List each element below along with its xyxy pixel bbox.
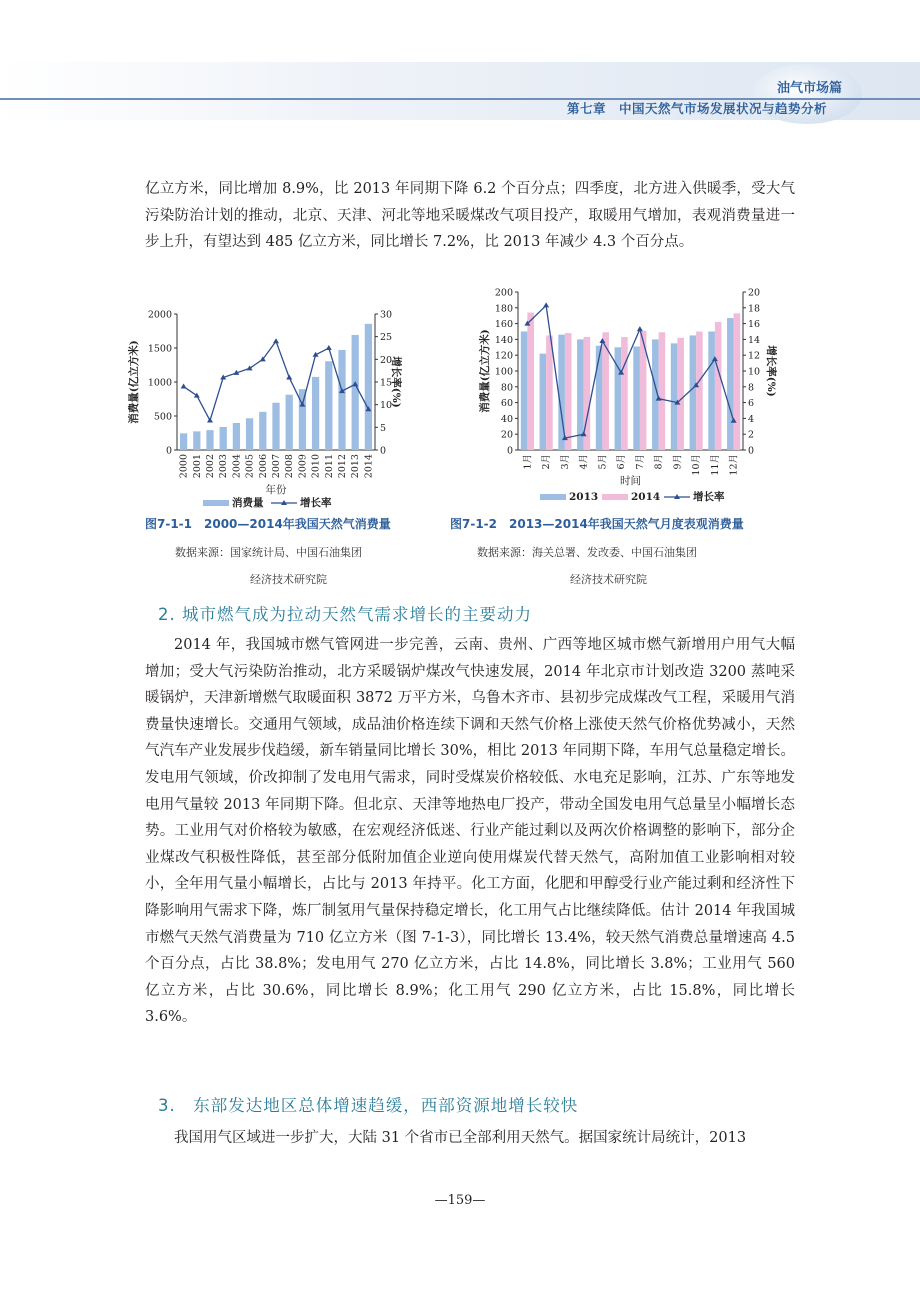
x-tick-label: 2012 <box>337 454 348 479</box>
bar-消费量 <box>180 433 187 450</box>
x-tick-label: 2000 <box>178 454 190 479</box>
page-number: —159— <box>434 1193 486 1208</box>
bar-消费量 <box>259 412 266 450</box>
bar-2014 <box>715 322 722 450</box>
y2-tick-label: 14 <box>748 334 761 346</box>
y-tick-label: 0 <box>506 445 513 457</box>
growth-rate-marker <box>326 345 332 350</box>
x-tick-label: 2008 <box>284 454 296 479</box>
y-tick-label: 60 <box>500 398 513 410</box>
x-tick-label: 2009 <box>297 454 309 479</box>
bar-2014 <box>734 313 741 450</box>
x-tick-label: 2003 <box>218 454 230 479</box>
bar-消费量 <box>312 377 319 450</box>
bar-2014 <box>677 338 684 450</box>
figure1-source: 数据来源：国家统计局、中国石油集团 <box>175 546 362 559</box>
y-tick-label: 1000 <box>147 377 172 389</box>
x-tick-label: 5月 <box>597 454 609 470</box>
growth-rate-marker <box>543 302 549 307</box>
section2-body: 2014 年，我国城市燃气管网进一步完善，云南、贵州、广西等地区城市燃气新增用户用气大幅增加；受大气污染防治推动，北方采暖锅炉煤改气快速发展，2014 年北京市计划改造 3200 蒸吨采暖锅炉，天津新增燃气取暖面积 3872 万平方米，乌鲁木齐市、县初步完成煤改气工程，采暖用气消费量快速增长。交通用气领域，成品油价格连续下调和天然气价格上涨使天然气价格优势减小，天然气汽车产业发展步伐趋缓，新车销量同比增长 30%，相比 2013 年同期下降，车用气总量稳定增长。发电用气领域，价改抑制了发电用气需求，同时受煤炭价格较低、水电充足影响，江苏、广东等地发电用气量较 2013 年同期下降。但北京、天津等地热电厂投产，带动全国发电用气总量呈小幅增长态势。工业用气对价格较为敏感，在宏观经济低迷、行业产能过剩以及两次价格调整的影响下，部分企业煤改气积极性降低，甚至部分低附加值企业逆向使用煤炭代替天然气，高附加值工业影响相对较小，全年用气量小幅增长，占比与 2013 年持平。化工方面，化肥和甲醇受行业产能过剩和经济性下降影响用气需求下降，炼厂制氢用气量保持稳定增长，化工用气占比继续降低。估计 2014 年我国城市燃气天然气消费量为 710 亿立方米（图 7-1-3），同比增长 13.4%，较天然气消费总量增速高 4.5 个百分点，占比 38.8%；发电用气 270 亿立方米，占比 14.8%，同比增长 3.8%；工业用气 560 亿立方米，占比 30.6%，同比增长 8.9%；化工用气 290 亿立方米，占比 15.8%，同比增长 3.6%。 <box>145 637 795 1026</box>
bar-消费量 <box>246 418 253 450</box>
bar-消费量 <box>193 431 200 450</box>
x-tick-label: 2010 <box>310 454 322 479</box>
legend-label-2013: 2013 <box>569 491 599 503</box>
y2-tick-label: 8 <box>748 382 755 394</box>
bar-2013 <box>708 332 715 451</box>
figure1-source-cont: 经济技术研究院 <box>250 573 327 586</box>
bar-消费量 <box>338 350 345 450</box>
growth-rate-marker <box>247 365 253 370</box>
bar-2014 <box>565 333 572 450</box>
legend-swatch-消费量 <box>203 500 229 506</box>
x-tick-label: 2011 <box>323 454 335 479</box>
x-tick-label: 2014 <box>363 454 375 479</box>
y2-tick-label: 15 <box>380 377 393 389</box>
bar-2014 <box>621 337 628 450</box>
legend-swatch-2013 <box>540 494 566 500</box>
header-chapter-title: 第七章 中国天然气市场发展状况与趋势分析 <box>567 101 828 116</box>
section3-heading: 3. 东部发达地区总体增速趋缓，西部资源地增长较快 <box>158 1096 579 1115</box>
y-tick-label: 2000 <box>147 309 172 321</box>
x-tick-label: 7月 <box>634 454 646 470</box>
y2-tick-label: 10 <box>748 366 761 378</box>
y2-tick-label: 25 <box>380 332 393 344</box>
legend-label-增长率: 增长率 <box>300 497 332 509</box>
x-tick-label: 1月 <box>522 454 534 470</box>
intro-paragraph: 亿立方米，同比增加 8.9%，比 2013 年同期下降 6.2 个百分点；四季度，北方进入供暖季，受大气污染防治计划的推动，北京、天津、河北等地采暖煤改气项目投产，取暖用气增加，表观消费量进一步上升，有望达到 485 亿立方米，同比增长 7.2%，比 2013 年减少 4.3 个百分点。 <box>145 181 795 251</box>
section2-heading: 2. 城市燃气成为拉动天然气需求增长的主要动力 <box>158 605 532 624</box>
y-tick-label: 200 <box>494 287 513 299</box>
bar-2014 <box>546 335 553 450</box>
x-tick-label: 6月 <box>616 454 628 470</box>
y-tick-label: 80 <box>500 382 513 394</box>
x-axis-title: 时间 <box>620 475 641 487</box>
x-tick-label: 2002 <box>205 454 216 479</box>
bar-消费量 <box>220 427 227 450</box>
legend-swatch-2014 <box>602 494 628 500</box>
y-tick-label: 500 <box>153 411 172 423</box>
bar-消费量 <box>206 430 213 450</box>
y2-tick-label: 2 <box>748 429 755 441</box>
bar-2013 <box>540 354 547 450</box>
bar-2013 <box>521 332 528 451</box>
y2-tick-label: 10 <box>380 400 393 412</box>
y-tick-label: 20 <box>500 429 513 441</box>
y2-tick-label: 6 <box>748 398 755 410</box>
growth-rate-marker <box>181 384 187 389</box>
growth-rate-marker <box>273 338 279 343</box>
x-tick-label: 2006 <box>257 454 269 479</box>
bar-消费量 <box>352 335 359 450</box>
y-tick-label: 120 <box>494 350 513 362</box>
y-tick-label: 140 <box>494 334 513 346</box>
y2-tick-label: 5 <box>380 422 387 434</box>
growth-rate-marker <box>207 418 213 423</box>
legend-label-消费量: 消费量 <box>232 497 264 509</box>
x-tick-label: 8月 <box>653 454 665 470</box>
bar-2013 <box>727 318 734 450</box>
y-axis-title: 消费量(亿立方米) <box>479 329 491 413</box>
y-tick-label: 40 <box>500 413 513 425</box>
growth-rate-marker <box>637 326 643 331</box>
y2-tick-label: 12 <box>748 350 761 362</box>
y-tick-label: 1500 <box>147 343 172 355</box>
y2-tick-label: 0 <box>380 445 387 457</box>
header-section-title: 油气市场篇 <box>777 81 843 96</box>
y2-tick-label: 16 <box>748 319 761 331</box>
bar-2013 <box>633 347 640 450</box>
y2-tick-label: 18 <box>748 303 761 315</box>
bar-消费量 <box>272 403 279 450</box>
x-tick-label: 2月 <box>541 454 553 470</box>
y2-tick-label: 20 <box>748 287 761 299</box>
figure1-caption: 图7-1-1 2000—2014年我国天然气消费量 <box>145 517 391 531</box>
x-tick-label: 2007 <box>271 454 282 479</box>
bar-消费量 <box>233 423 240 450</box>
x-tick-label: 12月 <box>728 454 740 476</box>
y2-axis-title: 增长率(%) <box>390 356 402 408</box>
x-tick-label: 11月 <box>709 454 721 476</box>
bar-2014 <box>696 332 703 451</box>
x-tick-label: 4月 <box>578 454 590 470</box>
figure2-source-cont: 经济技术研究院 <box>570 573 647 586</box>
y2-tick-label: 20 <box>380 354 393 366</box>
chart-annual-consumption <box>125 300 400 510</box>
x-tick-label: 3月 <box>559 454 571 470</box>
bar-2014 <box>527 313 534 450</box>
y2-axis-title: 增长率(%) <box>765 345 777 397</box>
x-tick-label: 2004 <box>231 454 243 479</box>
bar-2014 <box>659 332 666 450</box>
bar-消费量 <box>325 361 332 450</box>
x-tick-label: 2013 <box>350 454 362 479</box>
bar-2013 <box>690 335 697 450</box>
y2-tick-label: 30 <box>380 309 393 321</box>
y-tick-label: 160 <box>494 319 513 331</box>
y-tick-label: 0 <box>165 445 172 457</box>
x-tick-label: 2005 <box>244 454 256 479</box>
growth-rate-marker <box>194 393 200 398</box>
x-tick-label: 10月 <box>691 454 703 476</box>
y-tick-label: 100 <box>494 366 513 378</box>
chart-monthly-consumption <box>478 280 778 510</box>
section3-body: 我国用气区域进一步扩大，大陆 31 个省市已全部利用天然气。据国家统计局统计，2013 <box>174 1130 747 1146</box>
x-tick-label: 9月 <box>672 454 684 470</box>
legend-label-2014: 2014 <box>631 491 661 503</box>
figure2-caption: 图7-1-2 2013—2014年我国天然气月度表观消费量 <box>450 517 744 531</box>
figure2-source: 数据来源：海关总署、发改委、中国石油集团 <box>477 546 697 559</box>
bar-消费量 <box>365 324 372 450</box>
bar-2013 <box>671 343 678 450</box>
y2-tick-label: 0 <box>748 445 755 457</box>
y2-tick-label: 4 <box>748 413 755 425</box>
y-tick-label: 180 <box>494 303 513 315</box>
x-axis-title: 年份 <box>265 484 287 496</box>
x-tick-label: 2001 <box>191 454 203 479</box>
growth-rate-marker <box>286 374 292 379</box>
bar-2013 <box>596 346 603 450</box>
y-axis-title: 消费量(亿立方米) <box>128 340 140 424</box>
legend-label-增长率: 增长率 <box>693 491 725 503</box>
bar-消费量 <box>286 395 293 450</box>
